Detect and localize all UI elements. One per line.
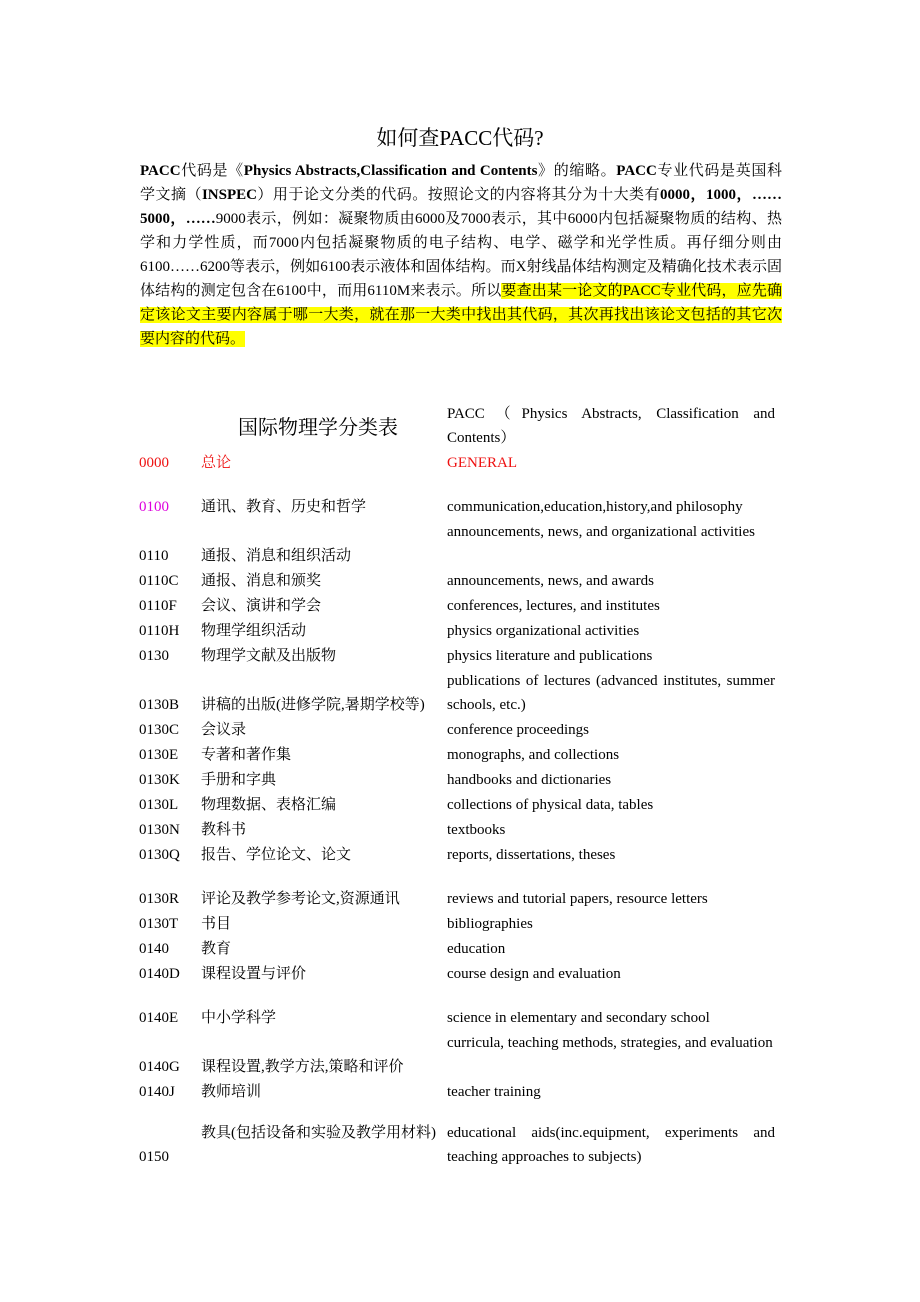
row-code: 0130C xyxy=(139,722,180,738)
row-zh: 会议录 xyxy=(201,722,247,738)
row-zh: 书目 xyxy=(201,916,232,932)
row-zh: 通讯、教育、历史和哲学 xyxy=(201,499,367,515)
row-code: 0130B xyxy=(139,697,180,713)
row-zh: 教育 xyxy=(201,941,232,957)
row-en: textbooks xyxy=(447,822,506,838)
highlighted-text: 要查出某一论文的PACC专业代码，应先确定该论文主要内容属于哪一大类，就在那一大类中找出其代码，其次再找出该论文包括的其它次要内容的代码。 xyxy=(140,283,782,347)
row-en: conferences, lectures, and institutes xyxy=(447,598,660,614)
row-code: 0130R xyxy=(139,891,180,907)
row-zh: 教科书 xyxy=(201,822,247,838)
row-code: 0130 xyxy=(139,648,169,664)
row-en: handbooks and dictionaries xyxy=(447,772,612,788)
intro-text: ）用于论文分类的代码。按照论文的内容将其分为十大类有 xyxy=(256,187,661,203)
row-zh: 专著和著作集 xyxy=(201,747,292,763)
row-code: 0140 xyxy=(139,941,169,957)
page-title: 如何查PACC代码? xyxy=(376,126,544,150)
row-en: reports, dissertations, theses xyxy=(447,847,616,863)
row-code: 0140J xyxy=(139,1084,175,1100)
row-code: 0110H xyxy=(139,623,180,639)
row-code: 0130T xyxy=(139,916,179,932)
row-code: 0150 xyxy=(139,1149,169,1165)
row-en: science in elementary and secondary school xyxy=(447,1010,710,1026)
row-en: reviews and tutorial papers, resource letters xyxy=(447,891,708,907)
row-code: 0130K xyxy=(139,772,180,788)
row-code: 0140E xyxy=(139,1010,179,1026)
row-en: physics organizational activities xyxy=(447,623,640,639)
intro-text: 》的缩略。 xyxy=(537,163,617,179)
row-en: publications of lectures (advanced institutes, summer schools, etc.) xyxy=(447,673,775,713)
intro-text: INSPEC xyxy=(201,187,257,203)
row-zh: 物理数据、表格汇编 xyxy=(201,797,337,813)
row-zh: 教师培训 xyxy=(201,1084,262,1100)
intro-text: Physics Abstracts,Classification and Contents xyxy=(243,163,538,179)
row-code: 0110F xyxy=(139,598,177,614)
row-en: education xyxy=(447,941,506,957)
row-en: course design and evaluation xyxy=(447,966,621,982)
intro-text: 专业代码是英国科学文摘（ xyxy=(140,163,782,203)
row-en: teacher training xyxy=(447,1084,541,1100)
row-en: monographs, and collections xyxy=(447,747,620,763)
row-en: bibliographies xyxy=(447,916,533,932)
row-code: 0110C xyxy=(139,573,179,589)
row-zh: 通报、消息和组织活动 xyxy=(201,548,352,564)
row-zh: 报告、学位论文、论文 xyxy=(201,847,352,863)
row-code: 0140D xyxy=(139,966,180,982)
row-en: GENERAL xyxy=(447,455,517,471)
intro-text: PACC xyxy=(616,163,657,179)
row-zh: 评论及教学参考论文,资源通讯 xyxy=(201,891,400,907)
row-code: 0130Q xyxy=(139,847,180,863)
row-en: announcements, news, and awards xyxy=(447,573,655,589)
row-zh: 教具(包括设备和实验及教学用材料) xyxy=(201,1125,436,1141)
table-title: 国际物理学分类表 xyxy=(238,415,398,439)
row-code: 0130L xyxy=(139,797,179,813)
row-en: curricula, teaching methods, strategies, and evaluation xyxy=(447,1035,773,1051)
row-zh: 课程设置,教学方法,策略和评价 xyxy=(201,1059,404,1075)
row-zh: 中小学科学 xyxy=(201,1010,277,1026)
row-code: 0000 xyxy=(139,455,169,471)
row-en: physics literature and publications xyxy=(447,648,653,664)
intro-text: 代码是《 xyxy=(180,163,244,179)
row-en: collections of physical data, tables xyxy=(447,797,654,813)
row-code: 0130N xyxy=(139,822,180,838)
intro-text: 9000表示，例如：凝聚物质由6000及7000表示，其中6000内包括凝聚物质的结构、热学和力学性质，而7000内包括凝聚物质的电子结构、电学、磁学和光学性质。再仔细分则由6100……6200等表示，例如6100表示液体和固体结构。而X射线晶体结构测定及精确化技术表示固体结构的测定包含在6100中，而用6110M来表示。所以 xyxy=(140,211,782,299)
intro-text: 0000，1000，……5000，…… xyxy=(140,187,782,227)
row-zh: 总论 xyxy=(201,455,232,471)
row-zh: 物理学组织活动 xyxy=(201,623,307,639)
row-zh: 手册和字典 xyxy=(201,772,277,788)
row-en: conference proceedings xyxy=(447,722,590,738)
row-code: 0100 xyxy=(139,499,169,515)
intro-text: PACC xyxy=(140,163,181,179)
intro-paragraph xyxy=(140,159,782,351)
table-header-en: PACC（Physics Abstracts, Classification and Contents） xyxy=(447,406,775,446)
row-code: 0130E xyxy=(139,747,179,763)
row-en: educational aids(inc.equipment, experiments and teaching approaches to subjects) xyxy=(447,1125,775,1165)
row-en: announcements, news, and organizational activities xyxy=(447,524,755,540)
row-en: communication,education,history,and philosophy xyxy=(447,499,743,515)
row-code: 0110 xyxy=(139,548,169,564)
row-zh: 物理学文献及出版物 xyxy=(201,648,337,664)
row-zh: 通报、消息和颁奖 xyxy=(201,573,322,589)
row-zh: 讲稿的出版(进修学院,暑期学校等) xyxy=(201,697,425,713)
row-code: 0140G xyxy=(139,1059,180,1075)
row-zh: 会议、演讲和学会 xyxy=(201,598,322,614)
row-zh: 课程设置与评价 xyxy=(201,966,307,982)
